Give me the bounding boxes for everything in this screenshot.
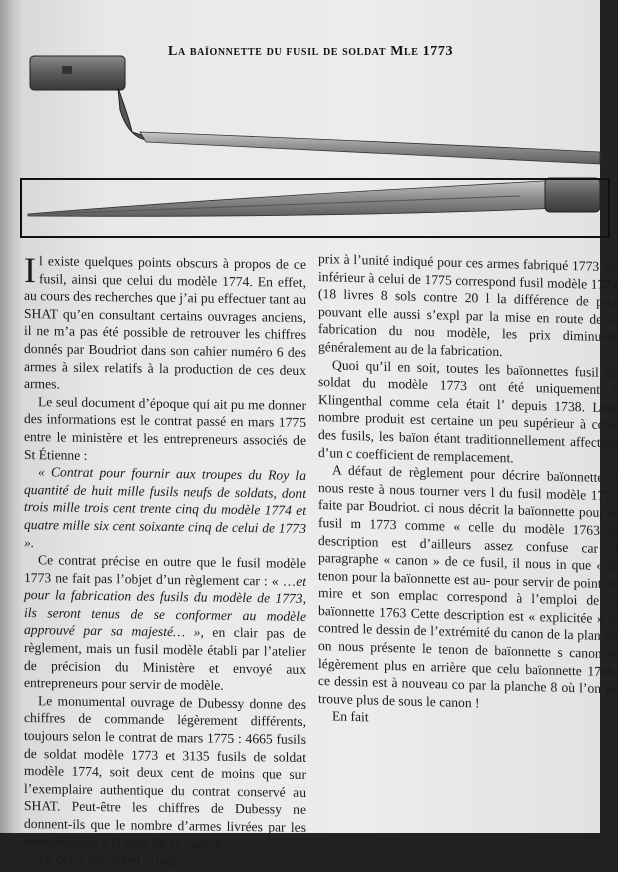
paragraph: Le devis précédent n’indi xyxy=(38,851,177,869)
quote-text: « Contrat pour fournir aux troupes du Roy la quantité de huit mille fusils neufs de soldats, dont trois mille trois cent trente cinq du modèle 1774 et quatre mille six cent soixante cinq de celui de 1773 ». xyxy=(24,464,306,550)
quote-paragraph xyxy=(24,463,306,555)
paragraph-text: l existe quelques points obscurs à propos de ce fusil, ainsi que celui du modèle 1774. En effet, au cours des recherches que j’ai pu effectuer tant au SHAT qu’en consultant certains ouvrages anciens, il ne m’a pas été possible de retrouver les chiffres donnés par Boudriot dans son cahier numéro 6 des armes à silex relatifs à la production de ces deux armes. xyxy=(24,253,306,392)
text-column-left xyxy=(24,250,307,869)
article-title: La baïonnette du fusil de soldat Mle 1773 xyxy=(168,44,454,59)
paragraph: En fait xyxy=(332,708,369,725)
paragraph: prix à l’unité indiqué pour ces armes fabriqué 1773 est inférieur à celui de 1775 correspond fusil modèle 1774 (18 livres 8 sols contre 20 l la différence de prix pouvant elle aussi s’expl par la mise en route de la fabrication du nou modèle, les prix diminuant généralement au de la fabrication. xyxy=(318,251,618,360)
bayonet-figure-frame xyxy=(20,178,610,238)
paragraph: Le monumental ouvrage de Dubessy donne des chiffres de commande légèrement différents, toujours selon le contrat de mars 1775 : 4665 fusils de soldat modèle 1773 et 3135 fusils de soldat modèle 1774, soit deux cent de moins que sur l’exemplaire authentique du contrat conservé au SHAT. Peut-être les chiffres de Dubessy ne donnent-ils que le nombre d’armes livrées par les entrepreneurs à la suite de ce contrat. xyxy=(24,693,306,852)
paragraph: Quoi qu’il en soit, toutes les baïonnettes fusil de soldat du modèle 1773 ont été uniquement à Klingenthal comme cela était l’ depuis 1738. Leur nombre produit est certaine un peu supérieur à celui des fusils, les baïon étant traditionnellement affectées d’un c coefficient de remplacement. xyxy=(318,356,618,465)
paragraph xyxy=(24,252,306,397)
paragraph: Le seul document d’époque qui ait pu me donner des informations est le contrat passé en mars 1775 entre le ministère et les entrepreneurs associés de St Étienne : xyxy=(24,393,306,463)
paragraph-text: Ce contrat précise en outre que le fusil modèle 1773 ne fait pas l’objet d’un règlement car : « … xyxy=(24,552,306,589)
text-column-right xyxy=(318,250,618,841)
paragraph: A défaut de règlement pour décrire baïonnette il nous reste à nous tourner vers l du fusil modèle 1773 faite par Boudriot. ci nous décrit la baïonnette pour le fusil m 1773 comme « celle du modèle 1763-66 description est d’ailleurs assez confuse car d paragraphe « canon » de ce fusil, il nous in que « le tenon pour la baïonnette est au- pour servir de point de mire et son emplac correspond à l’emploi de la baïonnette 1763 Cette description est « explicitée » et contred le dessin de l’extrémité du canon de la plan où on nous présente le tenon de baïonnette s canon et légèrement plus en arrière que celu baïonnette 1766, ce dessin est à nouveau co par la planche 8 où l’on ne trouve plus de sous le canon ! xyxy=(318,462,618,711)
quote-text: et pour la fabrication des fusils du modèle de 1773, ils seront tenus de se conformer au modèle approuvé par sa majesté… » xyxy=(24,573,306,640)
paragraph xyxy=(24,551,306,696)
drop-cap: I xyxy=(24,250,36,291)
paragraph-text: , en clair pas de règlement, mais un fusil modèle établi par l’atelier de précision du Ministère et envoyé aux entrepreneurs pour servir de modèle. xyxy=(24,624,307,694)
